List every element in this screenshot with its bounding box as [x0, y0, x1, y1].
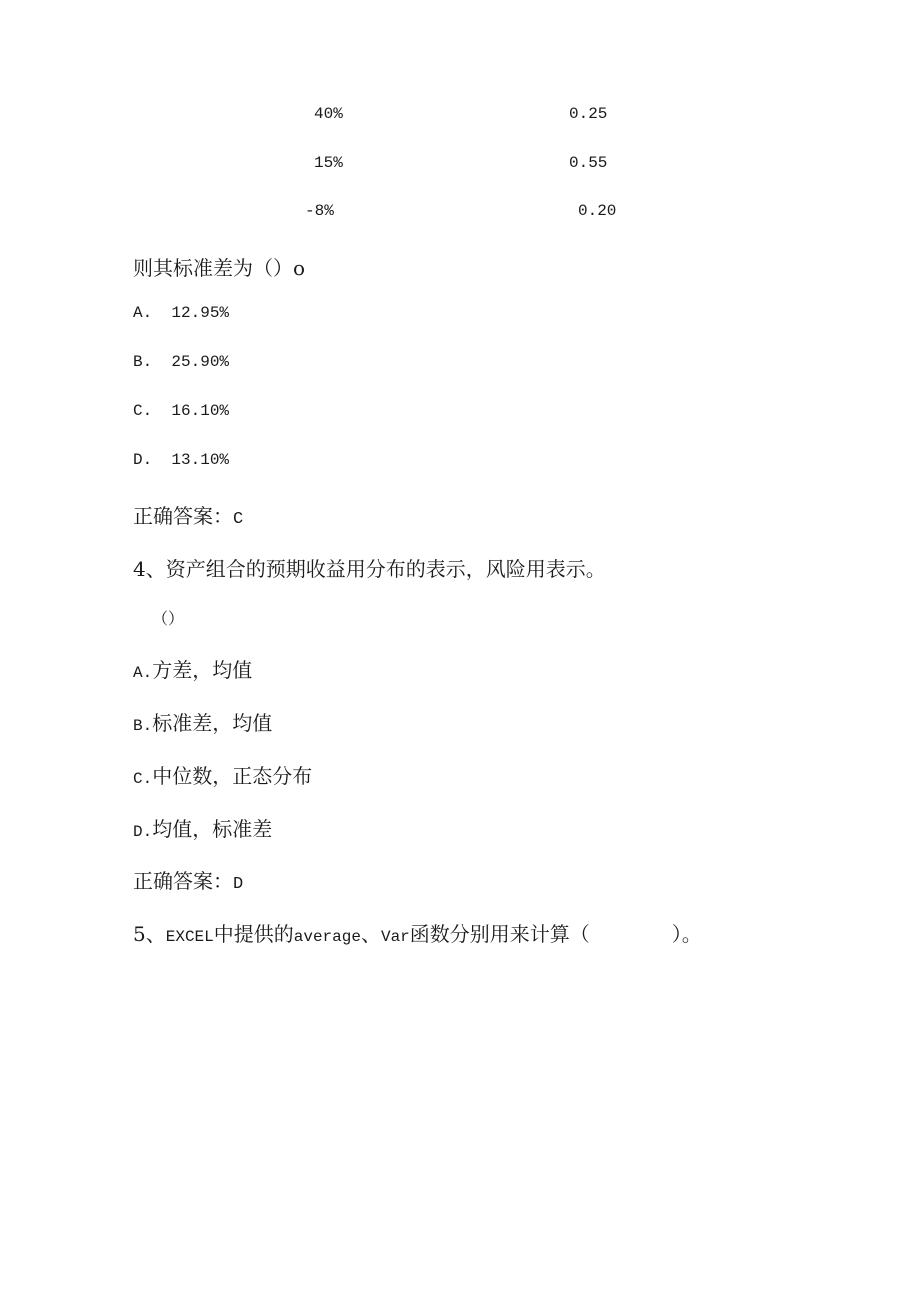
option-text: 13.10%: [171, 451, 230, 469]
table-return-cell: 40%: [314, 105, 343, 123]
option-a: [133, 304, 229, 322]
option-d: [133, 451, 229, 469]
answer-value: D: [233, 875, 244, 894]
option-d: [133, 813, 272, 842]
option-letter: B.: [133, 717, 153, 735]
answer-line: [133, 500, 243, 529]
option-c: [133, 402, 229, 420]
option-letter: D.: [133, 823, 153, 841]
stem-text: average: [293, 928, 361, 946]
option-letter: B.: [133, 353, 153, 371]
stem-text: ）。: [671, 922, 702, 946]
stem-text: 、: [360, 922, 381, 946]
option-letter: D.: [133, 451, 153, 469]
question-stem: [133, 918, 702, 947]
option-text: 12.95%: [171, 304, 230, 322]
stem-text: 函数分别用来计算（: [409, 922, 590, 946]
option-a: [133, 654, 252, 683]
option-letter: C.: [133, 402, 153, 420]
table-prob-cell: 0.20: [578, 202, 617, 220]
option-text: 中位数，正态分布: [152, 764, 313, 788]
stem-text: EXCEL: [165, 928, 214, 946]
question-number: 5、: [133, 922, 166, 946]
table-prob-cell: 0.55: [569, 154, 608, 172]
option-text: 方差，均值: [152, 658, 253, 682]
answer-line: [133, 865, 243, 894]
option-letter: A.: [133, 304, 153, 322]
answer-label: 正确答案：: [133, 869, 233, 893]
option-text: 16.10%: [171, 402, 230, 420]
option-text: 25.90%: [171, 353, 230, 371]
option-text: 均值，标准差: [152, 817, 273, 841]
answer-label: 正确答案：: [133, 504, 233, 528]
table-return-cell: -8%: [305, 202, 334, 220]
table-return-cell: 15%: [314, 154, 343, 172]
option-b: [133, 353, 229, 371]
answer-value: C: [233, 510, 244, 529]
option-letter: C.: [133, 770, 153, 788]
option-b: [133, 707, 272, 736]
stem-text: 中提供的: [213, 922, 294, 946]
table-prob-cell: 0.25: [569, 105, 608, 123]
question-stem: 则其标准差为（）o: [133, 256, 306, 280]
option-text: 标准差，均值: [152, 711, 273, 735]
answer-blank: （）: [152, 609, 185, 628]
option-letter: A.: [133, 664, 153, 682]
stem-text: Var: [380, 928, 410, 946]
question-stem: 4、资产组合的预期收益用分布的表示，风险用表示。: [133, 557, 606, 581]
option-c: [133, 760, 312, 789]
